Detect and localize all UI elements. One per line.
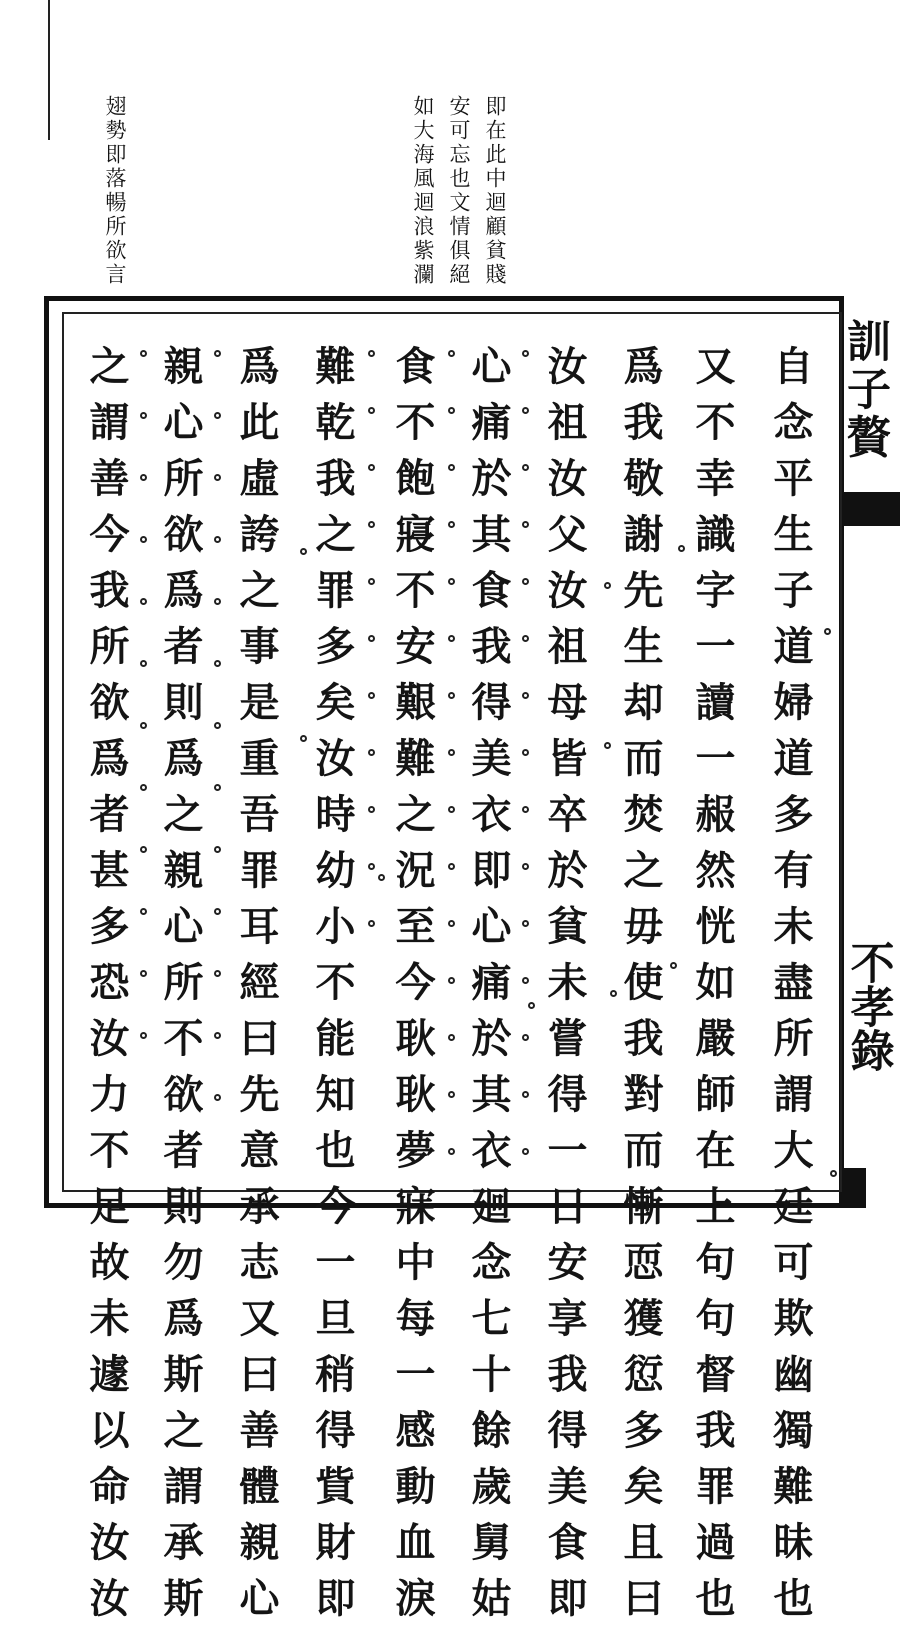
text-column-6: 食不飽寢不安艱難之況至今耿耿夢寐中每一感動血淚 — [389, 345, 436, 1633]
text-column-4: 汝祖汝父汝祖母皆卒於貧未嘗得一日安享我得美食即 — [541, 345, 588, 1633]
emphasis-circle — [214, 660, 221, 667]
fish-tail-block-bottom — [842, 1168, 866, 1208]
emphasis-circle — [300, 735, 307, 742]
emphasis-circle — [214, 784, 221, 791]
emphasis-circle — [448, 1148, 455, 1155]
emphasis-circle — [368, 464, 375, 471]
emphasis-circle — [214, 722, 221, 729]
emphasis-circle — [214, 350, 221, 357]
emphasis-circle — [368, 863, 375, 870]
emphasis-circle — [670, 962, 677, 969]
emphasis-circle — [678, 545, 685, 552]
emphasis-circle — [448, 806, 455, 813]
emphasis-circle — [214, 1094, 221, 1101]
emphasis-circle — [140, 474, 147, 481]
emphasis-circle — [368, 806, 375, 813]
emphasis-circle — [140, 784, 147, 791]
emphasis-circle — [140, 598, 147, 605]
emphasis-circle — [368, 521, 375, 528]
emphasis-circle — [448, 521, 455, 528]
text-column-8: 爲此虛誇之事是重吾罪耳經曰先意承志又曰善體親心 — [233, 345, 280, 1633]
emphasis-circle — [522, 1091, 529, 1098]
text-column-9: 親心所欲爲者則爲之親心所不欲者則勿爲斯之謂承斯 — [157, 345, 204, 1633]
emphasis-circle — [368, 635, 375, 642]
text-column-10: 之謂善今我所欲爲者甚多恐汝力不足故未遽以命汝汝 — [83, 345, 130, 1633]
fish-tail-block — [842, 492, 900, 526]
emphasis-circle — [522, 407, 529, 414]
emphasis-circle — [522, 863, 529, 870]
emphasis-circle — [448, 464, 455, 471]
emphasis-circle — [214, 474, 221, 481]
emphasis-circle — [528, 1002, 535, 1009]
emphasis-circle — [140, 350, 147, 357]
emphasis-circle — [214, 598, 221, 605]
emphasis-circle — [368, 692, 375, 699]
emphasis-circle — [522, 1034, 529, 1041]
emphasis-circle — [214, 536, 221, 543]
emphasis-circle — [610, 990, 617, 997]
emphasis-circle — [522, 635, 529, 642]
emphasis-circle — [140, 660, 147, 667]
emphasis-circle — [830, 1170, 837, 1177]
emphasis-circle — [300, 548, 307, 555]
emphasis-circle — [522, 749, 529, 756]
emphasis-circle — [140, 1032, 147, 1039]
emphasis-circle — [448, 692, 455, 699]
emphasis-circle — [368, 578, 375, 585]
emphasis-circle — [448, 749, 455, 756]
emphasis-circle — [448, 350, 455, 357]
block-side-label: 不孝錄 — [842, 940, 894, 1072]
page-edge-line — [48, 0, 50, 140]
text-column-5: 心痛於其食我得美衣即心痛於其衣廻念七十餘歲舅姑 — [465, 345, 512, 1633]
commentary-column-4: 即在此中迴顧貧賤 — [483, 95, 507, 287]
commentary-column-1: 翅勢即落暢所欲言 — [103, 95, 127, 287]
emphasis-circle — [368, 407, 375, 414]
commentary-column-2: 如大海風迴浪紫瀾 — [411, 95, 435, 287]
emphasis-circle — [140, 846, 147, 853]
text-column-2: 又不幸識字一讀一赧然恍如嚴師在上句句督我罪過也 — [689, 345, 736, 1633]
emphasis-circle — [448, 1091, 455, 1098]
emphasis-circle — [522, 920, 529, 927]
emphasis-circle — [140, 908, 147, 915]
emphasis-circle — [140, 536, 147, 543]
emphasis-circle — [448, 635, 455, 642]
emphasis-circle — [522, 350, 529, 357]
emphasis-circle — [214, 846, 221, 853]
block-title: 訓子贅 — [839, 318, 890, 462]
emphasis-circle — [378, 874, 385, 881]
emphasis-circle — [604, 742, 611, 749]
emphasis-circle — [368, 350, 375, 357]
emphasis-circle — [140, 412, 147, 419]
emphasis-circle — [522, 977, 529, 984]
emphasis-circle — [522, 521, 529, 528]
emphasis-circle — [448, 578, 455, 585]
emphasis-circle — [448, 407, 455, 414]
emphasis-circle — [604, 582, 611, 589]
emphasis-circle — [368, 920, 375, 927]
emphasis-circle — [522, 806, 529, 813]
emphasis-circle — [368, 749, 375, 756]
text-column-1: 自念平生子道婦道多有未盡所謂大廷可欺幽獨難昧也 — [767, 345, 814, 1633]
emphasis-circle — [214, 1032, 221, 1039]
emphasis-circle — [214, 970, 221, 977]
commentary-column-3: 安可忘也文情俱絕 — [447, 95, 471, 287]
emphasis-circle — [522, 578, 529, 585]
emphasis-circle — [140, 722, 147, 729]
emphasis-circle — [522, 692, 529, 699]
text-column-7: 難乾我之罪多矣汝時幼小不能知也今一旦稍得貲財即 — [309, 345, 356, 1633]
text-column-3: 爲我敬謝先生却而焚之毋使我對而慚恧獲愆多矣且曰 — [617, 345, 664, 1633]
emphasis-circle — [522, 1148, 529, 1155]
emphasis-circle — [214, 412, 221, 419]
emphasis-circle — [824, 628, 831, 635]
emphasis-circle — [448, 863, 455, 870]
emphasis-circle — [140, 970, 147, 977]
emphasis-circle — [522, 464, 529, 471]
emphasis-circle — [448, 920, 455, 927]
emphasis-circle — [214, 908, 221, 915]
emphasis-circle — [448, 1034, 455, 1041]
emphasis-circle — [448, 977, 455, 984]
